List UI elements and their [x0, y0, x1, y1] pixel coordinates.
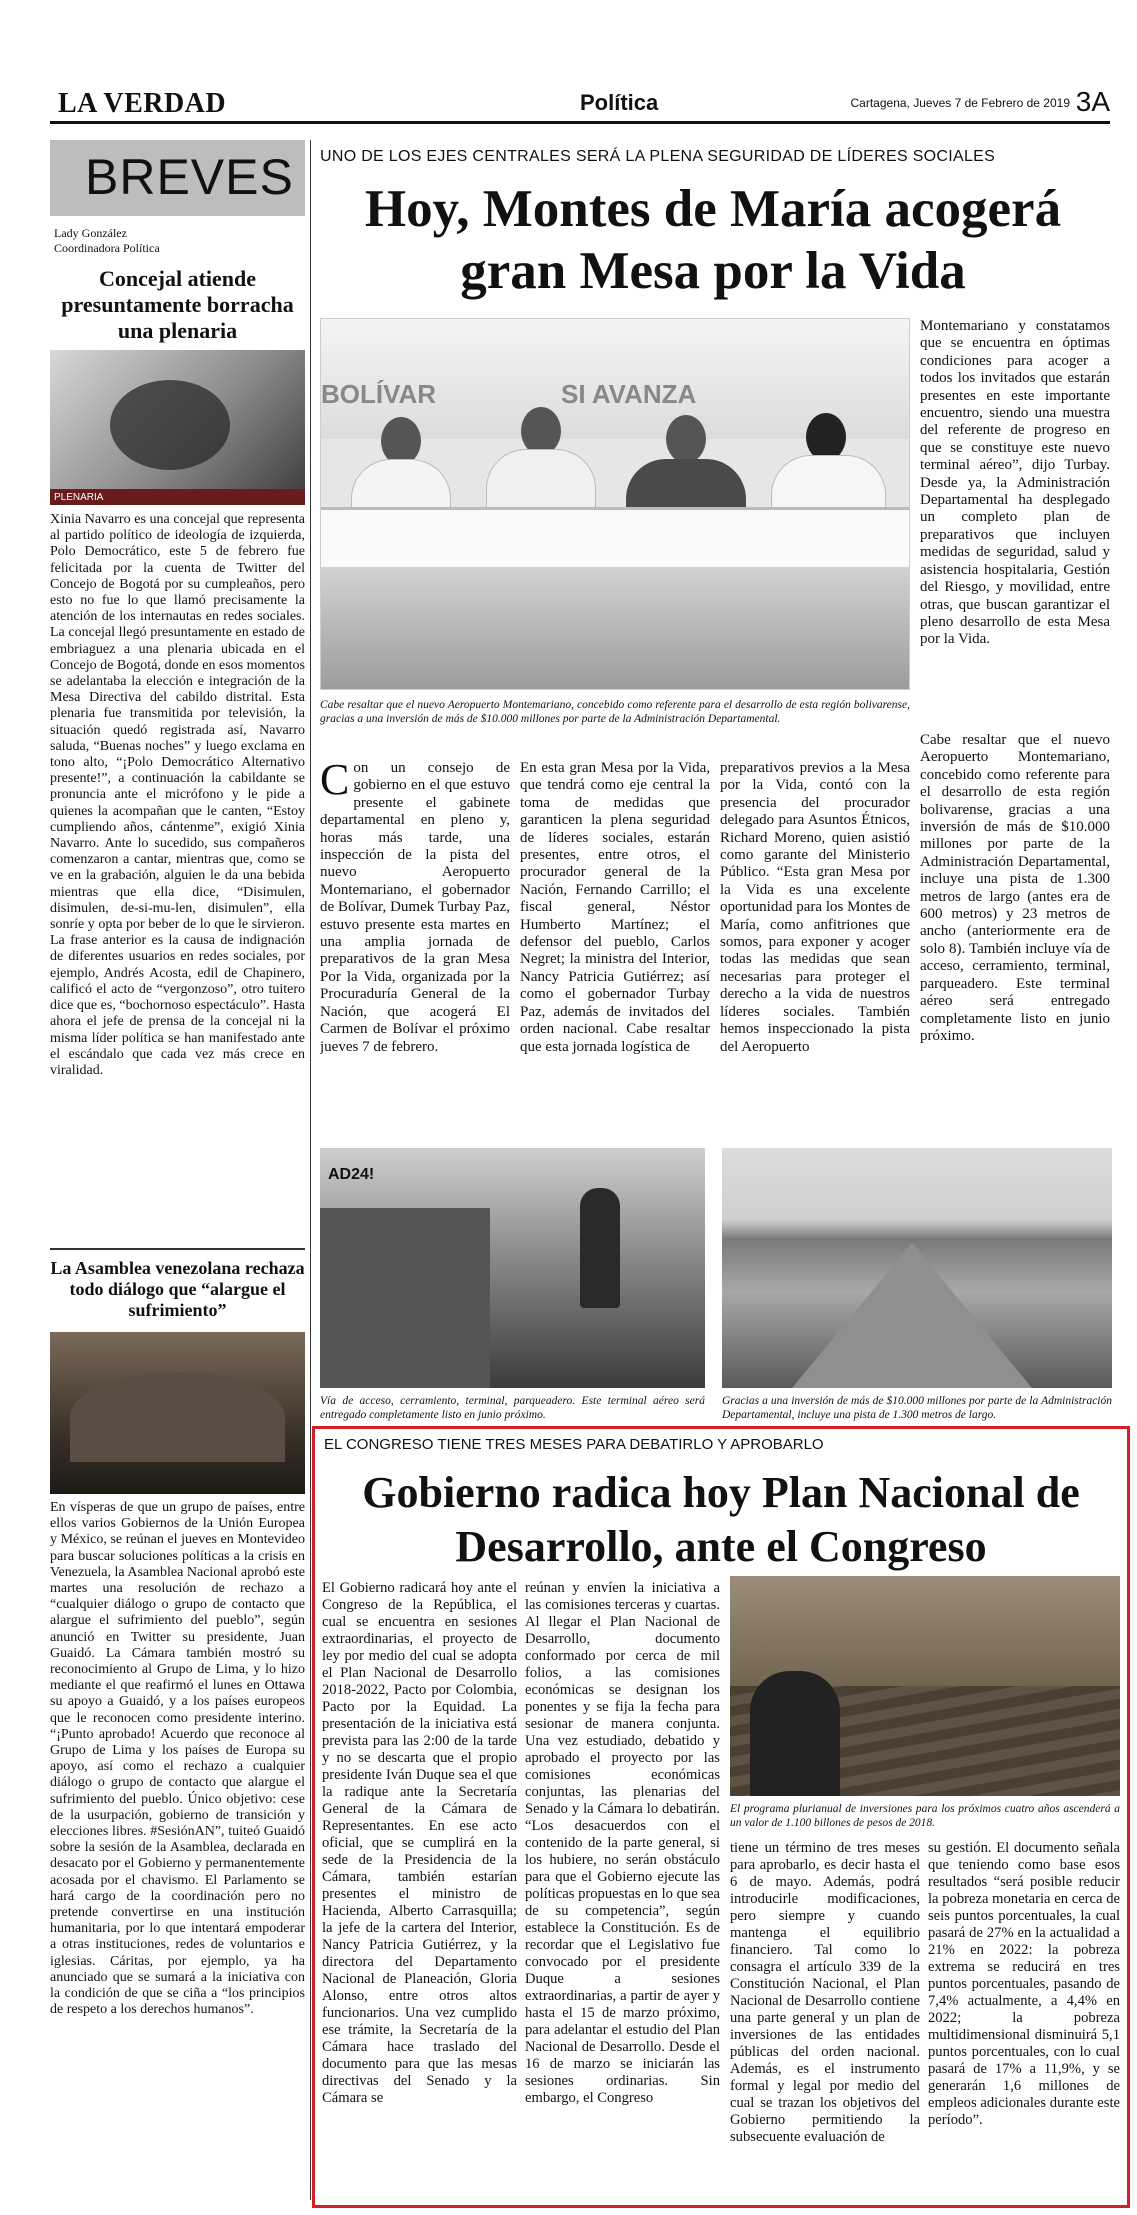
- breves-label: BREVES: [85, 149, 294, 205]
- article2-col4: su gestión. El documento señala que teniendo como base esos resultados “será posible reducir la pobreza monetaria en cerca de seis puntos porcentuales, la cual pasará de 27% en la actualidad a 21% en 2022: la pobreza extrema se reducirá en tres puntos porcentuales, pasando de 7,4% actualmente, a 4,4% en 2022; la pobreza multidimensional disminuirá 5,1 puntos porcentuales, con lo cual pasará de 17% a 11,9%, y se generarán 1,6 millones de empleos adicionales durante este período”.: [928, 1840, 1120, 2128]
- article1-col1: [320, 760, 510, 1140]
- breves-banner: [50, 140, 305, 216]
- page-number: 3A: [1075, 86, 1110, 117]
- article1-col1-text: on un consejo de gobierno en el que estuvo presente el gabinete departamental en pleno y, horas más tarde, una inspección de la pista del nuevo Aeropuerto Montemariano, el gobernador de Bolívar, Dumek Turbay Paz, estuvo presente esta martes en una amplia jornada de preparativos de la gran Mesa Por la Vida, organizada por la Procuraduría General de la Nación, que acogerá El Carmen de Bolívar el próximo jueves 7 de febrero.: [320, 760, 510, 1055]
- backdrop-text-right: SI AVANZA: [561, 379, 697, 409]
- section-name: Política: [580, 90, 659, 115]
- article1-col4b: Cabe resaltar que el nuevo Aeropuerto Montemariano, concebido como referente para el desarrollo de esta región bolivarense, gracias a una inversión de más de $10.000 millones por parte de la Administración Departamental, incluye una pista de 1.300 metros de largo (antes era de 600 metros) y 23 metros de ancho (anteriormente era de solo 8). También incluye vía de acceso, cerramiento, terminal, parqueadero. Este terminal aéreo será entregado completamente listo en junio próximo.: [920, 732, 1110, 1044]
- masthead: [50, 84, 1110, 124]
- byline-name: Lady González: [54, 226, 127, 240]
- article1-photo2-caption: Vía de acceso, cerramiento, terminal, parqueadero. Este terminal aéreo será entregado completamente listo en junio próximo.: [320, 1395, 705, 1421]
- story1-body: Xinia Navarro es una concejal que representa al partido político de ideología de izquierda, Polo Democrático, este 5 de febrero fue felicitada por la cuenta de Twitter del Concejo de Bogotá por su cumpleaños, pero esto no fue lo que llamó precisamente la atención de los internautas en redes sociales. La concejal llegó presuntamente en estado de embriaguez a una plenaria ubicada en el Concejo de Bogotá, donde en esos momentos se adelantaba la elección e integración de la Mesa Directiva del cabildo distrital. Esta plenaria fue transmitida por televisión, la situación quedó registrada así, Navarro saluda, “Buenas noches” y luego exclama en tono alto, “¡Polo Democrático Alternativo presente!”, a continuación la cabildante se pronuncia ante el micrófono y le pide a quienes la acompañan que le canten, “Estoy cumpliendo años, cántenme”, exigió Xinia Navarro. Ante lo sucedido, sus compañeros comenzaron a cantar, mientras que, como se ve en la grabación, alguien le da una bebida mientras que ella dice, “Disimulen, disimulen, de-si-mu-len, disimulen”, ella sonríe y opta por beber de lo que le sirvieron. La frase anterior es la causa de indignación de diferentes usuarios en redes sociales, por ejemplo, Andrés Acosta, edil de Chapinero, calificó el acto de “vergonzoso”, otro tuitero dice que es, “bochornoso espectáculo”. Hasta ahora el jefe de prensa de la concejal ni la misma líder política se han manifestado ante el escándalo que cada vez más crece en viralidad.: [50, 512, 305, 1078]
- article1-kicker: UNO DE LOS EJES CENTRALES SERÁ LA PLENA SEGURIDAD DE LÍDERES SOCIALES: [320, 148, 996, 165]
- article1-headline: Hoy, Montes de María acogerá gran Mesa por la Vida: [364, 180, 1062, 300]
- worker: [580, 1188, 620, 1308]
- story2-headline: La Asamblea venezolana rechaza todo diálogo que “alargue el sufrimiento”: [50, 1258, 305, 1320]
- machine-plate: AD24!: [328, 1166, 375, 1183]
- assembly-seats: [70, 1372, 285, 1462]
- backdrop-text-left: BOLÍVAR: [321, 379, 437, 409]
- breves-column: [50, 140, 305, 2200]
- story2-body: En vísperas de que un grupo de países, entre ellos varios Gobiernos de la Unión Europea y México, se reúnan el jueves en Montevideo para buscar soluciones políticas a la crisis en Venezuela, la Asamblea Nacional aprobó este martes una resolución de rechazo a “cualquier diálogo o grupo de contacto que alargue el sufrimiento del pueblo”, según anunció en Twitter su presidente, Juan Guaidó. La Cámara también mostró su reconocimiento al Grupo de Lima, y lo hizo mediante el que reafirmó el lunes en Ottawa su apoyo a Guaidó, y a los países europeos que le reconocen como presidente interino. “¡Punto aprobado! Acuerdo que reconoce al Grupo de Lima y los países de Europa su apoyo, así como el rechazo a cualquier diálogo o grupo de contacto que alargue el sufrimiento del pueblo. Único objetivo: cese de la usurpación, gobierno de transición y elecciones libres. #SesiónAN”, tuiteó Guaidó sobre la sesión de la Asamblea, declarada en desacato por el Gobierno y permanentemente acosada por el chavismo. El Parlamento se hará cargo de la coordinación pero no pretende convertirse en una institución humanitaria, por lo que intentará empoderar a otras instituciones, redes de voluntarios e iglesias. Cáritas, por ejemplo, ya ha anunciado que se sumará a la iniciativa con la condición de que se ciña a “los principios de respeto a los derechos humanos”.: [50, 1500, 305, 2018]
- divider: [50, 1248, 305, 1250]
- article1-photo-runway: [722, 1148, 1112, 1388]
- article1-photo-runway-work: [320, 1148, 705, 1388]
- photo-floor: [321, 567, 909, 690]
- person-4-head: [806, 413, 846, 461]
- article2-col3: tiene un término de tres meses para aprobarlo, es decir hasta el 6 de mayo. Además, podrá introducirle modificaciones, pero siempre y cuando mantenga el equilibrio financiero. Tal como lo consagra el artículo 339 de la Constitución Nacional, el Plan Nacional de Desarrollo contiene una parte general y un plan de inversiones de las entidades públicas del orden nacional. Además, es el instrumento formal y legal por medio del cual se trazan los objetivos del Gobierno permitiendo la subsecuente evaluación de: [730, 1840, 920, 2145]
- photo-table: [321, 507, 909, 567]
- article1-col3: preparativos previos a la Mesa por la Vida, contó con la presencia del procurador delegado para Asuntos Étnicos, Richard Moreno, quien asistió como garante del Ministerio Público. “Esta gran Mesa por la Vida es una excelente oportunidad para los Montes de María, como anfitriones que somos, para exponer y acoger todas las medidas que sean necesarias para proteger el derecho a la vida de nuestros líderes sociales. También hemos inspeccionado la pista del Aeropuerto: [720, 760, 910, 1055]
- congress-speaker: [750, 1671, 840, 1796]
- machinery: [320, 1208, 490, 1388]
- article1-photo3-caption: Gracias a una inversión de más de $10.000 millones por parte de la Administración Departamental, incluye una pista de 1.300 metros de largo.: [722, 1395, 1112, 1421]
- article1-col4a: Montemariano y constatamos que se encuentra en óptimas condiciones para acoger a todos los invitados que estarán presentes en este importante encuentro, siendo una muestra del referente de progreso en que se constituye este nuevo terminal aéreo”, dijo Turbay. Desde ya, la Administración Departamental ha desplegado un completo plan de preparativos que incluyen medidas de seguridad, salud y asistencia hospitalaria, Gestión del Riesgo, y movilidad, entre otras, que buscan garantizar el pleno desarrollo de esta Mesa por la Vida.: [920, 318, 1110, 648]
- story1-headline: Concejal atiende presuntamente borracha una plenaria: [61, 266, 294, 343]
- article2-col2: reúnan y envíen la iniciativa a las comisiones terceras y cuartas. Al llegar el Plan Nacional de Desarrollo, documento conformado por cerca de mil folios, a las comisiones económicas se designan los ponentes y se fija la fecha para sesionar de manera conjunta. Una vez estudiado, debatido y aprobado el proyecto por las comisiones económicas conjuntas, las plenarias del Senado y la Cámara lo debatirán. “Los desacuerdos con el contenido de la parte general, si los hubiere, no serán obstáculo para que el Gobierno ejecute las políticas propuestas en lo que sea de su competencia”, según establece la Constitución. Es de recordar que el Legislativo fue convocado por el presidente Duque a sesiones extraordinarias, a partir de ayer y hasta el 15 de marzo próximo, para adelantar el estudio del Plan Nacional de Desarrollo. Desde el 16 de marzo se iniciarán las sesiones ordinarias. Sin embargo, el Congreso: [525, 1580, 720, 2106]
- person-1-head: [381, 417, 421, 465]
- byline-role: Coordinadora Política: [54, 241, 160, 255]
- article1-photo-caption: Cabe resaltar que el nuevo Aeropuerto Montemariano, concebido como referente para el desarrollo de esta región bolivarense, gracias a una inversión de más de $10.000 millones por parte de la Administración Departamental.: [320, 699, 910, 725]
- photo-subject: [110, 380, 230, 470]
- column-rule: [310, 140, 311, 2200]
- article2-photo: [730, 1576, 1120, 1796]
- article2-photo-caption: El programa plurianual de inversiones para los próximos cuatro años ascenderá a un valor de 1.100 billones de pesos de 2018.: [730, 1803, 1120, 1829]
- byline: [54, 226, 160, 256]
- article2-col1: El Gobierno radicará hoy ante el Congreso de la República, el cual se encuentra en sesiones extraordinarias, el proyecto de ley por medio del cual se adopta el Plan Nacional de Desarrollo 2018-2022, Pacto por Colombia, Pacto por la Equidad. La presentación de la iniciativa está prevista para las 2:00 de la tarde y no se descarta que el propio presidente Iván Duque sea el que la radique ante la Secretaría General de la Cámara de Representantes. En ese acto oficial, que se cumplirá en la sede de la Presidencia de la Cámara, también estarían presentes el ministro de Hacienda, Alberto Carrasquilla; la jefe de la cartera del Interior, Nancy Patricia Gutiérrez, y la directora del Departamento Nacional de Planeación, Gloria Alonso, entre otros altos funcionarios. Una vez cumplido ese trámite, la Secretaría de la Cámara hace traslado del documento para que las mesas directivas del Senado y la Cámara se: [322, 1580, 517, 2106]
- article2-headline: Gobierno radica hoy Plan Nacional de Desarrollo, ante el Congreso: [362, 1468, 1080, 1571]
- story1-photo: [50, 350, 305, 505]
- person-3-head: [666, 415, 706, 463]
- article2-kicker: EL CONGRESO TIENE TRES MESES PARA DEBATIRLO Y APROBARLO: [324, 1436, 824, 1453]
- person-2-head: [521, 407, 561, 455]
- drop-cap: C: [320, 760, 350, 804]
- issue-date: Cartagena, Jueves 7 de Febrero de 2019: [850, 96, 1070, 110]
- article1-col2: En esta gran Mesa por la Vida, que tendrá como eje central la toma de medidas que garanticen la plena seguridad de líderes sociales, estarán presentes, entre otros, el procurador general de la Nación, Fernando Carrillo; el fiscal general, Néstor Humberto Martínez; el defensor del pueblo, Carlos Negret; la ministra del Interior, Nancy Patricia Gutiérrez; así como el gobernador Turbay Paz, además de invitados del orden nacional. Cabe resaltar que esta jornada logística de: [520, 760, 710, 1055]
- story2-photo: [50, 1332, 305, 1494]
- photo-tag: PLENARIA: [54, 492, 104, 503]
- newspaper-name: LA VERDAD: [58, 88, 227, 119]
- article1-main-photo: [320, 318, 910, 690]
- runway-strip: [792, 1243, 1032, 1388]
